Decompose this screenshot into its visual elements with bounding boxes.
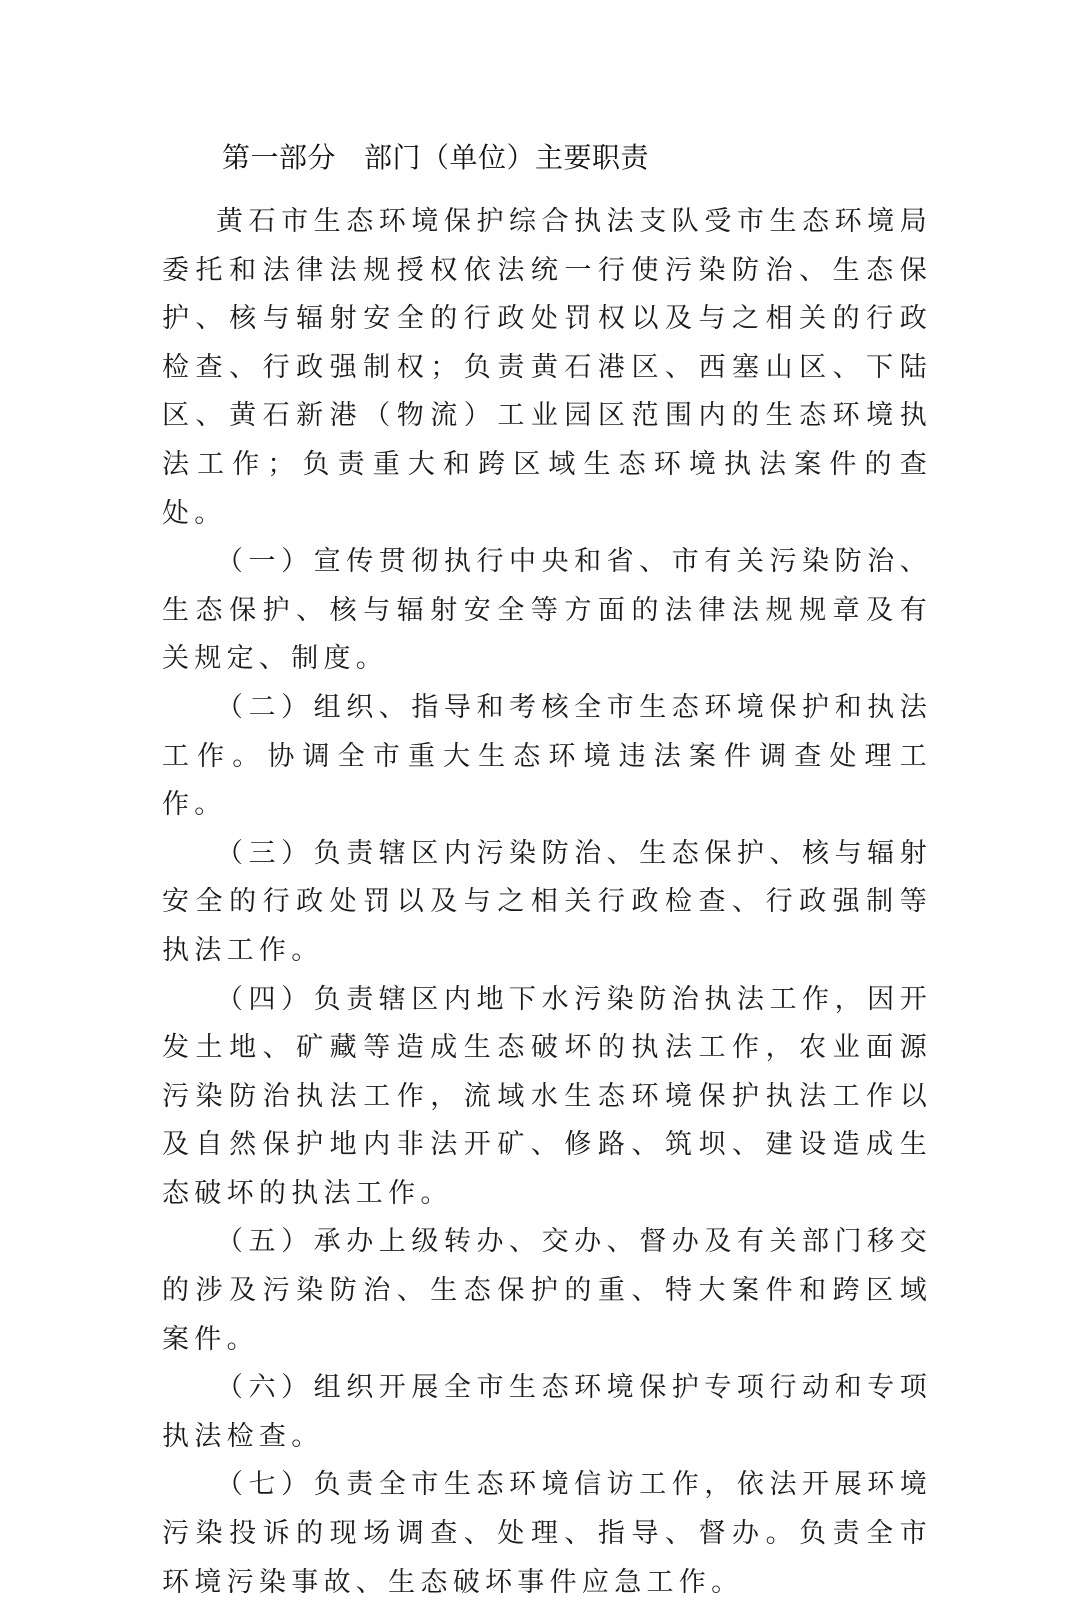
paragraph-duty-2: （二）组织、指导和考核全市生态环境保护和执法工作。协调全市重大生态环境违法案件调查处理工作。 bbox=[162, 691, 932, 821]
document-body bbox=[162, 198, 932, 1607]
paragraph-duty-6: （六）组织开展全市生态环境保护专项行动和专项执法检查。 bbox=[162, 1372, 932, 1452]
paragraph-intro: 黄石市生态环境保护综合执法支队受市生态环境局委托和法律法规授权依法统一行使污染防治、生态保护、核与辐射安全的行政处罚权以及与之相关的行政检查、行政强制权；负责黄石港区、西塞山区、下陆区、黄石新港（物流）工业园区范围内的生态环境执法工作；负责重大和跨区域生态环境执法案件的查处。 bbox=[162, 206, 932, 529]
section-title: 部门（单位）主要职责 bbox=[364, 141, 650, 174]
paragraph-duty-5: （五）承办上级转办、交办、督办及有关部门移交的涉及污染防治、生态保护的重、特大案件和跨区域案件。 bbox=[162, 1226, 932, 1355]
section-heading bbox=[222, 138, 649, 178]
section-part-label: 第一部分 bbox=[222, 141, 337, 174]
paragraph-duty-3: （三）负责辖区内污染防治、生态保护、核与辐射安全的行政处罚以及与之相关行政检查、行政强制等执法工作。 bbox=[162, 837, 932, 966]
paragraph-duty-4: （四）负责辖区内地下水污染防治执法工作，因开发土地、矿藏等造成生态破坏的执法工作，农业面源污染防治执法工作，流域水生态环境保护执法工作以及自然保护地内非法开矿、修路、筑坝、建设造成生态破坏的执法工作。 bbox=[162, 983, 932, 1209]
paragraph-duty-1: （一）宣传贯彻执行中央和省、市有关污染防治、生态保护、核与辐射安全等方面的法律法规规章及有关规定、制度。 bbox=[162, 546, 932, 675]
paragraph-duty-7: （七）负责全市生态环境信访工作，依法开展环境污染投诉的现场调查、处理、指导、督办。负责全市环境污染事故、生态破坏事件应急工作。 bbox=[162, 1469, 932, 1598]
